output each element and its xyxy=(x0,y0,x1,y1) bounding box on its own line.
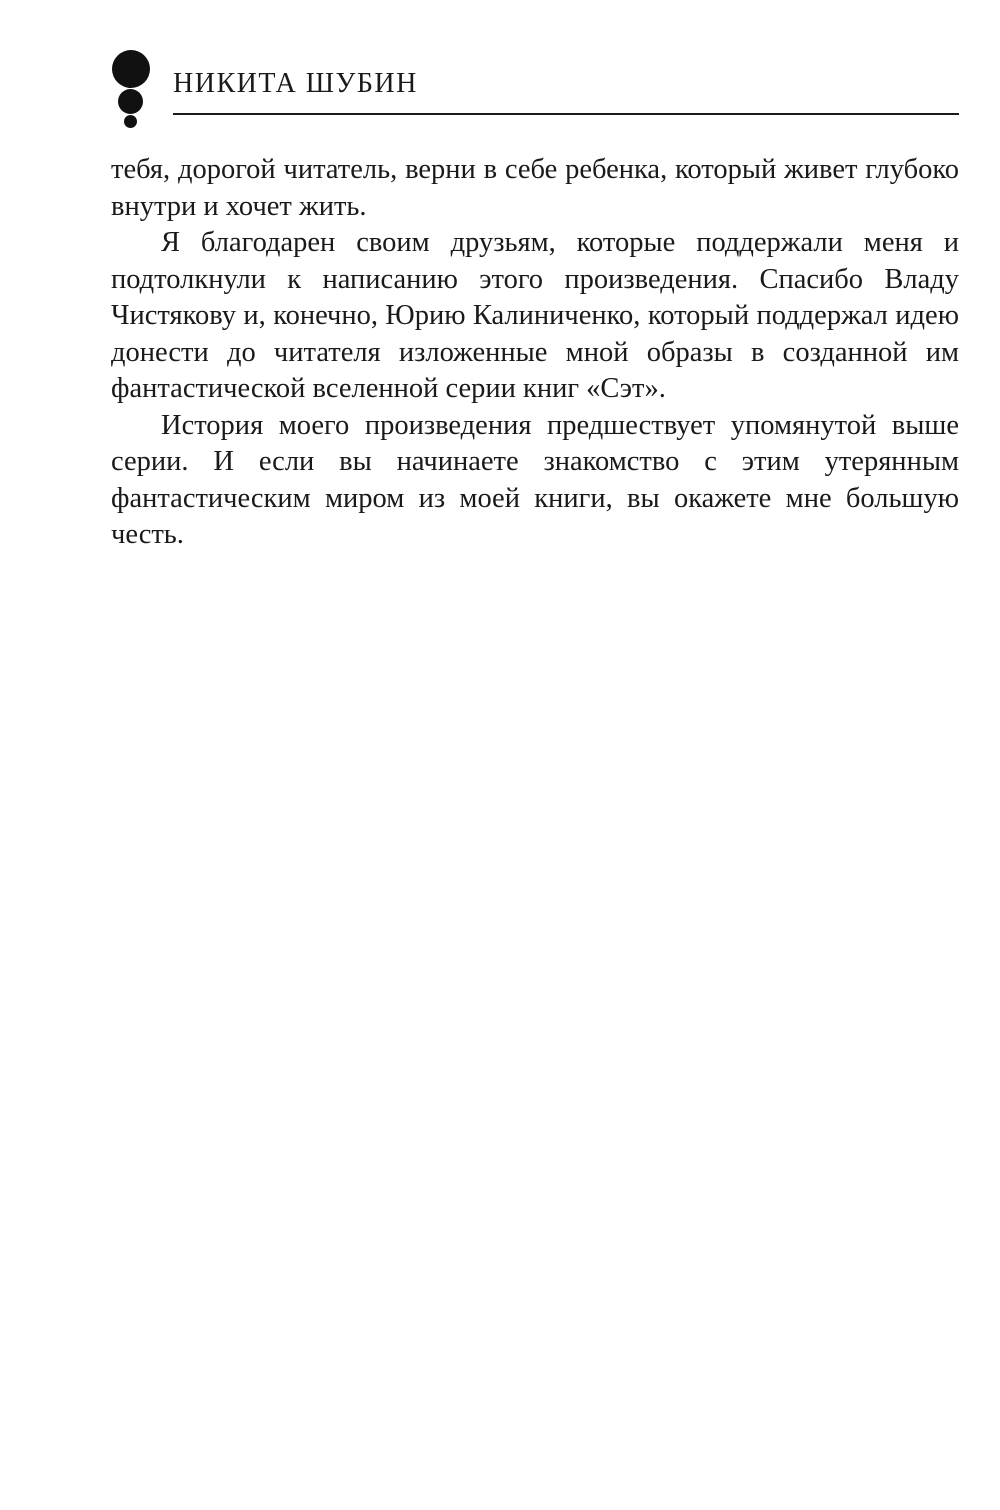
large-dot xyxy=(112,50,150,88)
dots-ornament-icon xyxy=(111,44,151,124)
paragraph-3: История моего произведения предшествует упомянутой выше серии. И если вы начинаете знакомство с этим утерянным фантастическим миром из моей книги, вы окажете мне большую честь. xyxy=(111,409,959,550)
page-header xyxy=(111,44,959,124)
running-head-author: НИКИТА ШУБИН xyxy=(173,68,418,99)
header-rule xyxy=(173,113,959,115)
small-dot xyxy=(124,115,137,128)
medium-dot xyxy=(118,89,143,114)
paragraph-2: Я благодарен своим друзьям, которые поддержали меня и подтолкнули к написанию этого произведения. Спасибо Владу Чистякову и, конечно, Юрию Калиниченко, который поддержал идею донести до читателя изложенные мной образы в созданной им фантастической вселенной серии книг «Сэт». xyxy=(111,227,959,404)
paragraph-1: тебя, дорогой читатель, верни в себе ребенка, который живет глубоко внутри и хочет жить. xyxy=(111,154,959,222)
page-body xyxy=(111,152,959,554)
